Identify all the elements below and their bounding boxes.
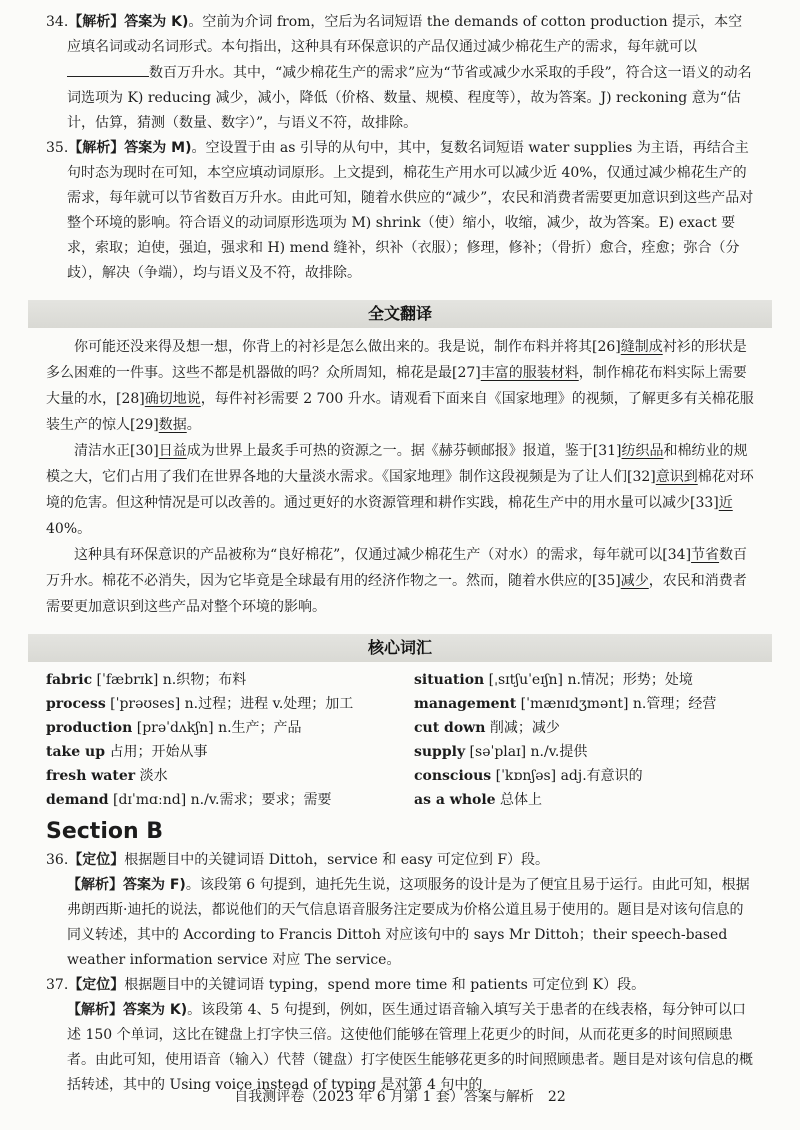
- vocab-heading: 核心词汇: [28, 634, 772, 662]
- vocab-entry: [46, 764, 400, 788]
- vocab-entry: [414, 788, 754, 812]
- vocab-word: process: [46, 696, 106, 712]
- q37-text: 。该段第 4、5 句提到，例如，医生通过语音输入填写关于患者的在线表格，每分钟可以口述 150 个单词，这比在键盘上打字快三倍。这使他们能够在管理上花更少的时间，从而花更多的时间照顾患者。由此可知，使用语音（输入）代替（键盘）打字使医生能够花更多的时间照顾患者。题目是对该句信息的概括转述，其中的 Using voice instead of typing 是对第 4 句中的: [67, 1002, 753, 1093]
- answer-underline: 数据: [158, 417, 187, 433]
- vocab-word: fabric: [46, 672, 93, 688]
- translation-paragraph-1: [46, 334, 754, 438]
- q36-analysis: [46, 873, 754, 973]
- translation-paragraph-3: [46, 542, 754, 620]
- translation-text: 这种具有环保意识的产品被称为“良好棉花”，仅通过减少棉花生产（对水）的需求，每年就可以[34]: [74, 547, 692, 563]
- q37-location-tag: 【定位】: [68, 977, 125, 993]
- vocab-column-right: [400, 668, 754, 812]
- translation-text: 棉花对环境的危害。但这种情况是可以改善的。通过更好的水资源管理和耕作实践，棉花生产中的用水量可以减少[33]: [46, 469, 754, 511]
- q37-location-text: 根据题目中的关键词语 typing，spend more time 和 patients 可定位到 K）段。: [124, 977, 646, 993]
- translation-text: 清洁水正[30]: [74, 443, 159, 459]
- vocab-word: conscious: [414, 768, 492, 784]
- q34-text-a: 。空前为介词 from，空后为名词短语 the demands of cotton production 提示，本空应填名词或动名词形式。本句指出，这种具有环保意识的产品仅通过减少棉花生产的需求，每年就可以: [67, 14, 743, 55]
- translation-text: 40%。: [46, 521, 92, 537]
- vocab-phonetic: [dɪˈmɑːnd]: [108, 792, 191, 808]
- vocab-entry: [414, 716, 754, 740]
- answer-underline: 确切地说: [144, 391, 201, 407]
- vocab-entry: [414, 740, 754, 764]
- vocab-list: [46, 668, 754, 812]
- vocab-definition: n.生产；产品: [218, 720, 302, 736]
- vocab-word: as a whole: [414, 792, 496, 808]
- answer-underline: 日益: [158, 443, 187, 459]
- vocab-word: fresh water: [46, 768, 136, 784]
- translation-text: 成为世界上最炙手可热的资源之一。据《赫芬顿邮报》报道，鉴于[31]: [186, 443, 622, 459]
- vocab-entry: [46, 716, 400, 740]
- q34-analysis: [46, 10, 754, 136]
- translation-text: 数百万升水。棉花不必消失，因为它毕竟是全球最有用的经济作物之一。然而，随着水供应的[35]: [46, 547, 748, 589]
- vocab-word: production: [46, 720, 133, 736]
- q35-analysis: [46, 136, 754, 286]
- q36-tag: 【解析】: [67, 877, 123, 893]
- vocab-phonetic: [ˈfæbrɪk]: [92, 672, 163, 688]
- vocab-definition: 淡水: [139, 768, 168, 784]
- q36-location-text: 根据题目中的关键词语 Dittoh，service 和 easy 可定位到 F）段。: [124, 852, 550, 868]
- answer-underline: 纺织品: [621, 443, 664, 459]
- translation-text: ，每件衬衫需要 2 700 升水。请观看下面来自《国家地理》的视频，了解更多有关棉花服装生产的惊人[29]: [46, 391, 754, 433]
- translation-text: ，农民和消费者需要更加意识到这些产品对整个环境的影响。: [46, 573, 747, 615]
- vocab-word: demand: [46, 792, 109, 808]
- q37-number: 37.: [46, 977, 69, 993]
- q34-answer: 答案为 K): [124, 14, 189, 30]
- q35-tag: 【解析】: [68, 140, 125, 156]
- page-footer: 自我测评卷（2023 年 6 月第 1 套）答案与解析 22: [234, 1089, 566, 1105]
- translation-heading: 全文翻译: [28, 300, 772, 328]
- vocab-definition: n./v.提供: [530, 744, 588, 760]
- q34-tag: 【解析】: [68, 14, 125, 30]
- vocab-entry: [414, 668, 754, 692]
- vocab-phonetic: [ˈkɒnʃəs]: [491, 768, 561, 784]
- vocab-phonetic: [prəˈdʌkʃn]: [132, 720, 219, 736]
- translation-text: 衬衫的形状是多么困难的一件事。这些不都是机器做的吗？众所周知，棉花是最[27]: [46, 339, 747, 381]
- q37-tag: 【解析】: [67, 1002, 123, 1018]
- vocab-definition: n./v.需求；要求；需要: [190, 792, 332, 808]
- vocab-word: take up: [46, 744, 105, 760]
- q35-number: 35.: [46, 140, 69, 156]
- translation-text: 。: [186, 417, 201, 433]
- vocab-entry: [46, 740, 400, 764]
- vocab-definition: n.织物；布料: [162, 672, 247, 688]
- vocab-entry: [46, 692, 400, 716]
- translation-text: 和棉纺业的规模之大，它们占用了我们在世界各地的大量淡水需求。《国家地理》制作这段视频是为了让人们[32]: [46, 443, 748, 485]
- q37-location: [46, 973, 754, 998]
- translation-paragraph-2: [46, 438, 754, 542]
- vocab-phonetic: [səˈplaɪ]: [465, 744, 531, 760]
- vocab-entry: [414, 764, 754, 788]
- vocab-column-left: [46, 668, 400, 812]
- section-title: Section B: [46, 819, 164, 844]
- answer-underline: 减少: [620, 573, 649, 589]
- translation-body: [46, 334, 754, 620]
- vocab-phonetic: [ˈprəʊses]: [105, 696, 185, 712]
- vocab-entry: [414, 692, 754, 716]
- q36-location: [46, 848, 754, 873]
- vocab-word: supply: [414, 744, 466, 760]
- vocab-definition: 削减；减少: [489, 720, 560, 736]
- answer-underline: 意识到: [655, 469, 698, 485]
- answer-underline: 节省: [691, 547, 720, 563]
- vocab-entry: [46, 788, 400, 812]
- vocab-definition: n.过程；进程 v.处理；加工: [184, 696, 354, 712]
- q37-answer: 答案为 K): [123, 1002, 188, 1018]
- vocab-phonetic: [ˌsɪtʃuˈeɪʃn]: [484, 672, 568, 688]
- vocab-word: situation: [414, 672, 485, 688]
- vocab-definition: 总体上: [500, 792, 543, 808]
- vocab-definition: 占用；开始从事: [109, 744, 208, 760]
- vocab-word: cut down: [414, 720, 486, 736]
- q34-number: 34.: [46, 14, 69, 30]
- answer-underline: 近: [718, 495, 733, 511]
- vocab-definition: n.管理；经营: [632, 696, 717, 712]
- q35-text: 。空设置于由 as 引导的从句中，其中，复数名词短语 water supplies 为主语，再结合主句时态为现时在可知，本空应填动词原形。上文提到，棉花生产用水可以减少近 40%，仅通过减少棉花生产的需求，每年就可以节省数百万升水。由此可知，随着水供应的“减少”，农民和消费者需要更加意识到这些产品对整个环境的影响。符合语义的动词原形选项为 M) shrink（使）缩小，收缩，减少，故为答案。E) exact 要求，索取；迫使，强迫，强求和 H) mend 缝补，织补（衣服）；修理，修补；（骨折）愈合，痊愈；弥合（分歧），解决（争端），均与语义及不符，故排除。: [67, 140, 754, 281]
- translation-text: ，制作棉花布料实际上需要大量的水，[28]: [46, 365, 747, 407]
- q37-analysis: [46, 998, 754, 1098]
- q36-text: 。该段第 6 句提到，迪托先生说，这项服务的设计是为了便宜且易于运行。由此可知，根据弗朗西斯·迪托的说法，都说他们的天气信息语音服务注定要成为价格公道且易于使用的。题目是对该句信息的同义转述，其中的 According to Francis Dittoh 对应该句中的 says Mr Dittoh；their speech-based weather information service 对应 The service。: [67, 877, 750, 968]
- vocab-definition: adj.有意识的: [560, 768, 643, 784]
- vocab-entry: [46, 668, 400, 692]
- q36-number: 36.: [46, 852, 69, 868]
- vocab-phonetic: [ˈmænɪdʒmənt]: [516, 696, 633, 712]
- q34-text-b: 数百万升水。其中，“减少棉花生产的需求”应为“节省或减少水采取的手段”，符合这一语义的动名词选项为 K) reducing 减少，减小，降低（价格、数量、规模、程度等），故为答案。J) reckoning 意为“估计，估算，猜测（数量、数字）”，与语义不符，故排除。: [67, 65, 752, 131]
- q36-answer: 答案为 F): [123, 877, 186, 893]
- vocab-word: management: [414, 696, 517, 712]
- answer-underline: 丰富的服装材料: [480, 365, 579, 381]
- q36-location-tag: 【定位】: [68, 852, 125, 868]
- vocab-definition: n.情况；形势；处境: [567, 672, 693, 688]
- answer-underline: 缝制成: [620, 339, 663, 355]
- q35-answer: 答案为 M): [124, 140, 192, 156]
- translation-text: 你可能还没来得及想一想，你背上的衬衫是怎么做出来的。我是说，制作布料并将其[26]: [74, 339, 621, 355]
- q34-blank: [67, 60, 149, 77]
